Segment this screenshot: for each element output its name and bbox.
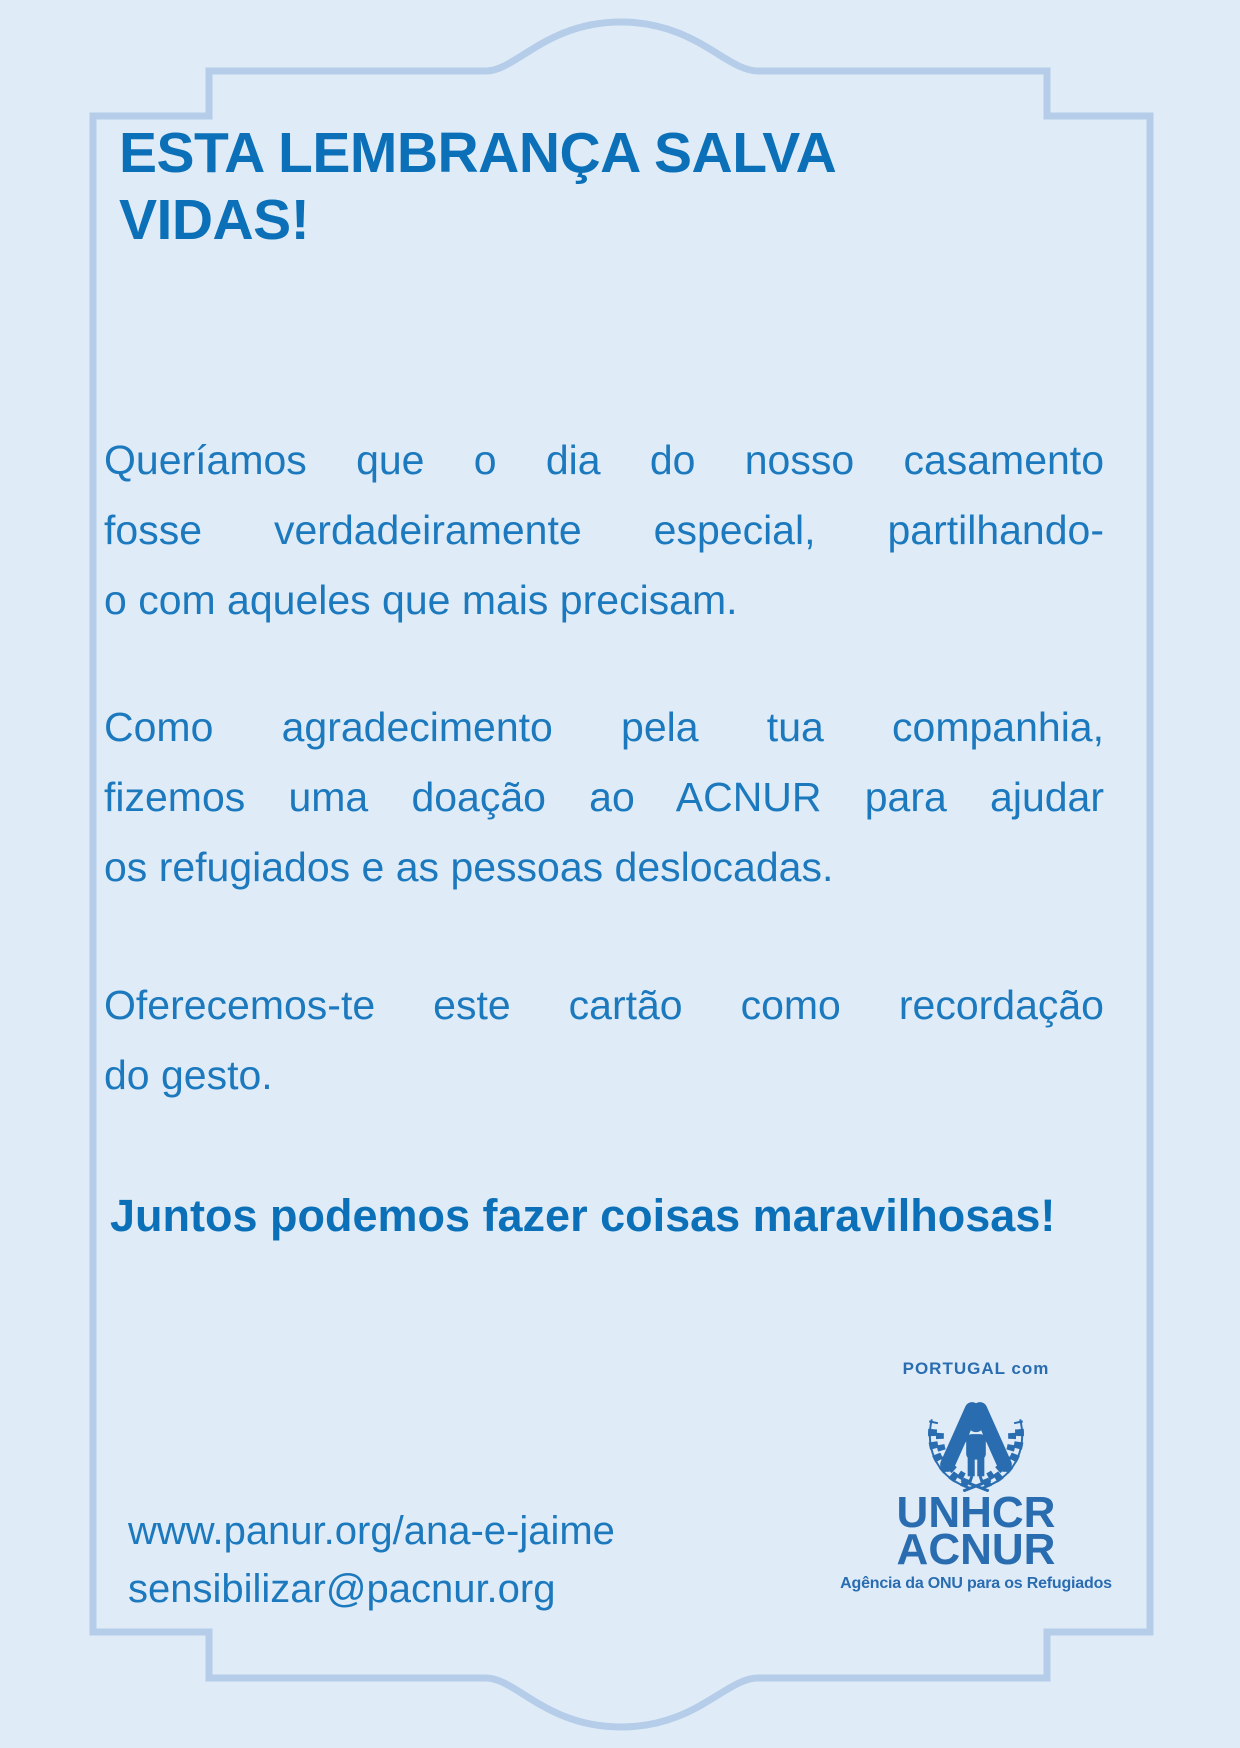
- contact-block: [128, 1502, 688, 1618]
- page-title: [119, 120, 1079, 254]
- website-link[interactable]: www.panur.org/ana-e-jaime: [128, 1509, 615, 1553]
- logo-tagline: Agência da ONU para os Refugiados: [840, 1575, 1112, 1592]
- paragraph-wedding: [104, 425, 1104, 635]
- logo-wordmark-unhcr: UNHCR: [896, 1488, 1056, 1537]
- paragraph-keepsake: [104, 970, 1104, 1110]
- paragraph-line: do gesto.: [104, 1052, 273, 1098]
- title-line: VIDAS!: [119, 188, 310, 252]
- paragraph-line: Queríamos que o dia do nosso casamento: [104, 437, 1104, 483]
- paragraph-line: fizemos uma doação ao ACNUR para ajudar: [104, 774, 1104, 820]
- paragraph-line: os refugiados e as pessoas deslocadas.: [104, 844, 834, 890]
- title-line: ESTA LEMBRANÇA SALVA: [119, 121, 837, 185]
- email-link[interactable]: sensibilizar@pacnur.org: [128, 1567, 556, 1611]
- paragraph-line: fosse verdadeiramente especial, partilhando-: [104, 507, 1104, 553]
- paragraph-line: o com aqueles que mais precisam.: [104, 577, 738, 623]
- logo-wordmark-acnur: ACNUR: [896, 1525, 1056, 1574]
- paragraph-line: Como agradecimento pela tua companhia,: [104, 704, 1104, 750]
- logo-partner-text: PORTUGAL com: [902, 1359, 1050, 1378]
- paragraph-line: Oferecemos-te este cartão como recordação: [104, 982, 1104, 1028]
- paragraph-donation: [104, 692, 1104, 902]
- unhcr-logo: [826, 1358, 1126, 1593]
- unhcr-emblem-icon: [912, 1386, 1040, 1492]
- highlight-message: Juntos podemos fazer coisas maravilhosas!: [110, 1190, 1056, 1241]
